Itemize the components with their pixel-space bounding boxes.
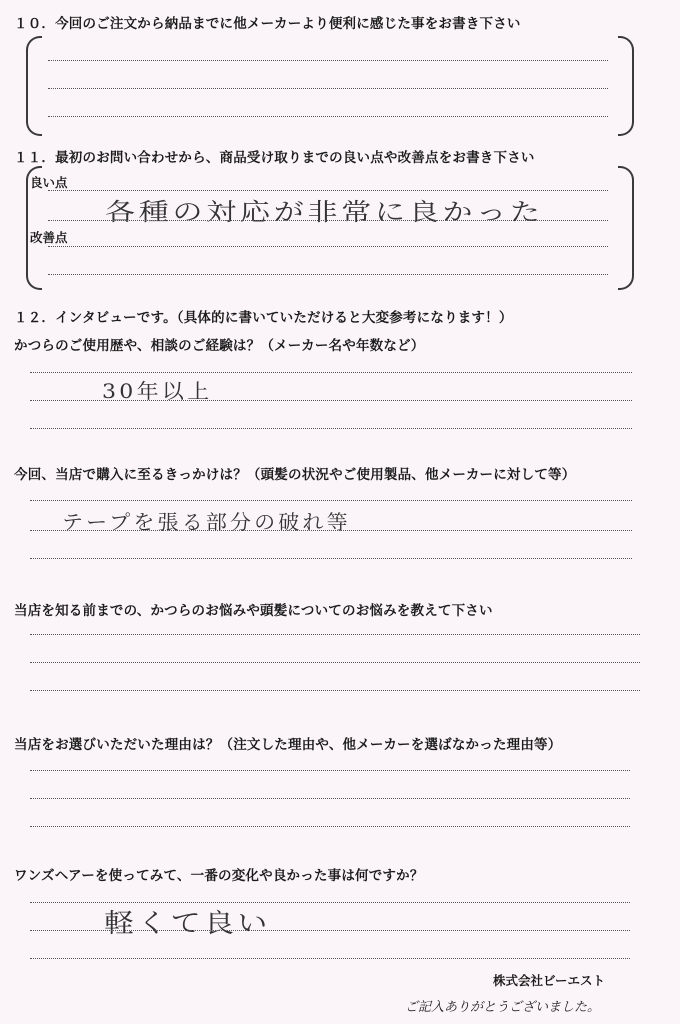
company-name: 株式会社ビーエスト (493, 973, 606, 988)
worry-question: 当店を知る前までの、かつらのお悩みや頭髪についてのお悩みを教えて下さい (14, 603, 493, 619)
good-point-label: 良い点 (30, 175, 68, 190)
q10-title: １０．今回のご注文から納品までに他メーカーより便利に感じた事をお書き下さい (14, 16, 521, 32)
q11-line-1 (48, 190, 608, 191)
q10-line-1 (48, 60, 608, 61)
q10-bracket-left (26, 36, 42, 136)
history-answer: 30年以上 (102, 379, 213, 403)
q12-title: １２．インタビューです。（具体的に書いていただけると大変参考になります！） (14, 310, 513, 326)
reason-line-3 (30, 558, 632, 559)
worry-line-2 (30, 662, 640, 663)
good-point-answer: 各種の対応が非常に良かった (105, 198, 544, 226)
change-answer: 軽くて良い (104, 909, 271, 939)
history-line-3 (30, 428, 632, 429)
choice-question: 当店をお選びいただいた理由は？（注文した理由や、他メーカーを選ばなかった理由等） (14, 737, 562, 753)
thanks-message: ご記入ありがとうございました。 (405, 1000, 601, 1015)
q10-line-3 (48, 116, 608, 117)
q10-bracket-right (618, 36, 634, 136)
history-line-2 (30, 400, 632, 401)
choice-line-1 (30, 770, 630, 771)
q11-title: １１．最初のお問い合わせから、商品受け取りまでの良い点や改善点をお書き下さい (14, 150, 535, 166)
history-line-1 (30, 372, 632, 373)
change-question: ワンズヘアーを使ってみて、一番の変化や良かった事は何ですか？ (14, 868, 424, 884)
q11-line-4 (48, 274, 608, 275)
reason-question: 今回、当店で購入に至るきっかけは？（頭髪の状況やご使用製品、他メーカーに対して等） (14, 467, 576, 483)
q10-line-2 (48, 88, 608, 89)
reason-answer: テープを張る部分の破れ等 (62, 510, 351, 534)
q11-bracket-right (618, 166, 634, 290)
change-line-2 (30, 930, 630, 931)
choice-line-3 (30, 826, 630, 827)
reason-line-1 (30, 500, 632, 501)
q11-line-2 (48, 220, 608, 221)
worry-line-3 (30, 690, 640, 691)
worry-line-1 (30, 634, 640, 635)
change-line-3 (30, 958, 630, 959)
q11-line-3 (48, 246, 608, 247)
history-question: かつらのご使用歴や、相談のご経験は？（メーカー名や年数など） (14, 338, 425, 354)
improve-point-label: 改善点 (30, 230, 68, 245)
reason-line-2 (30, 530, 632, 531)
choice-line-2 (30, 798, 630, 799)
